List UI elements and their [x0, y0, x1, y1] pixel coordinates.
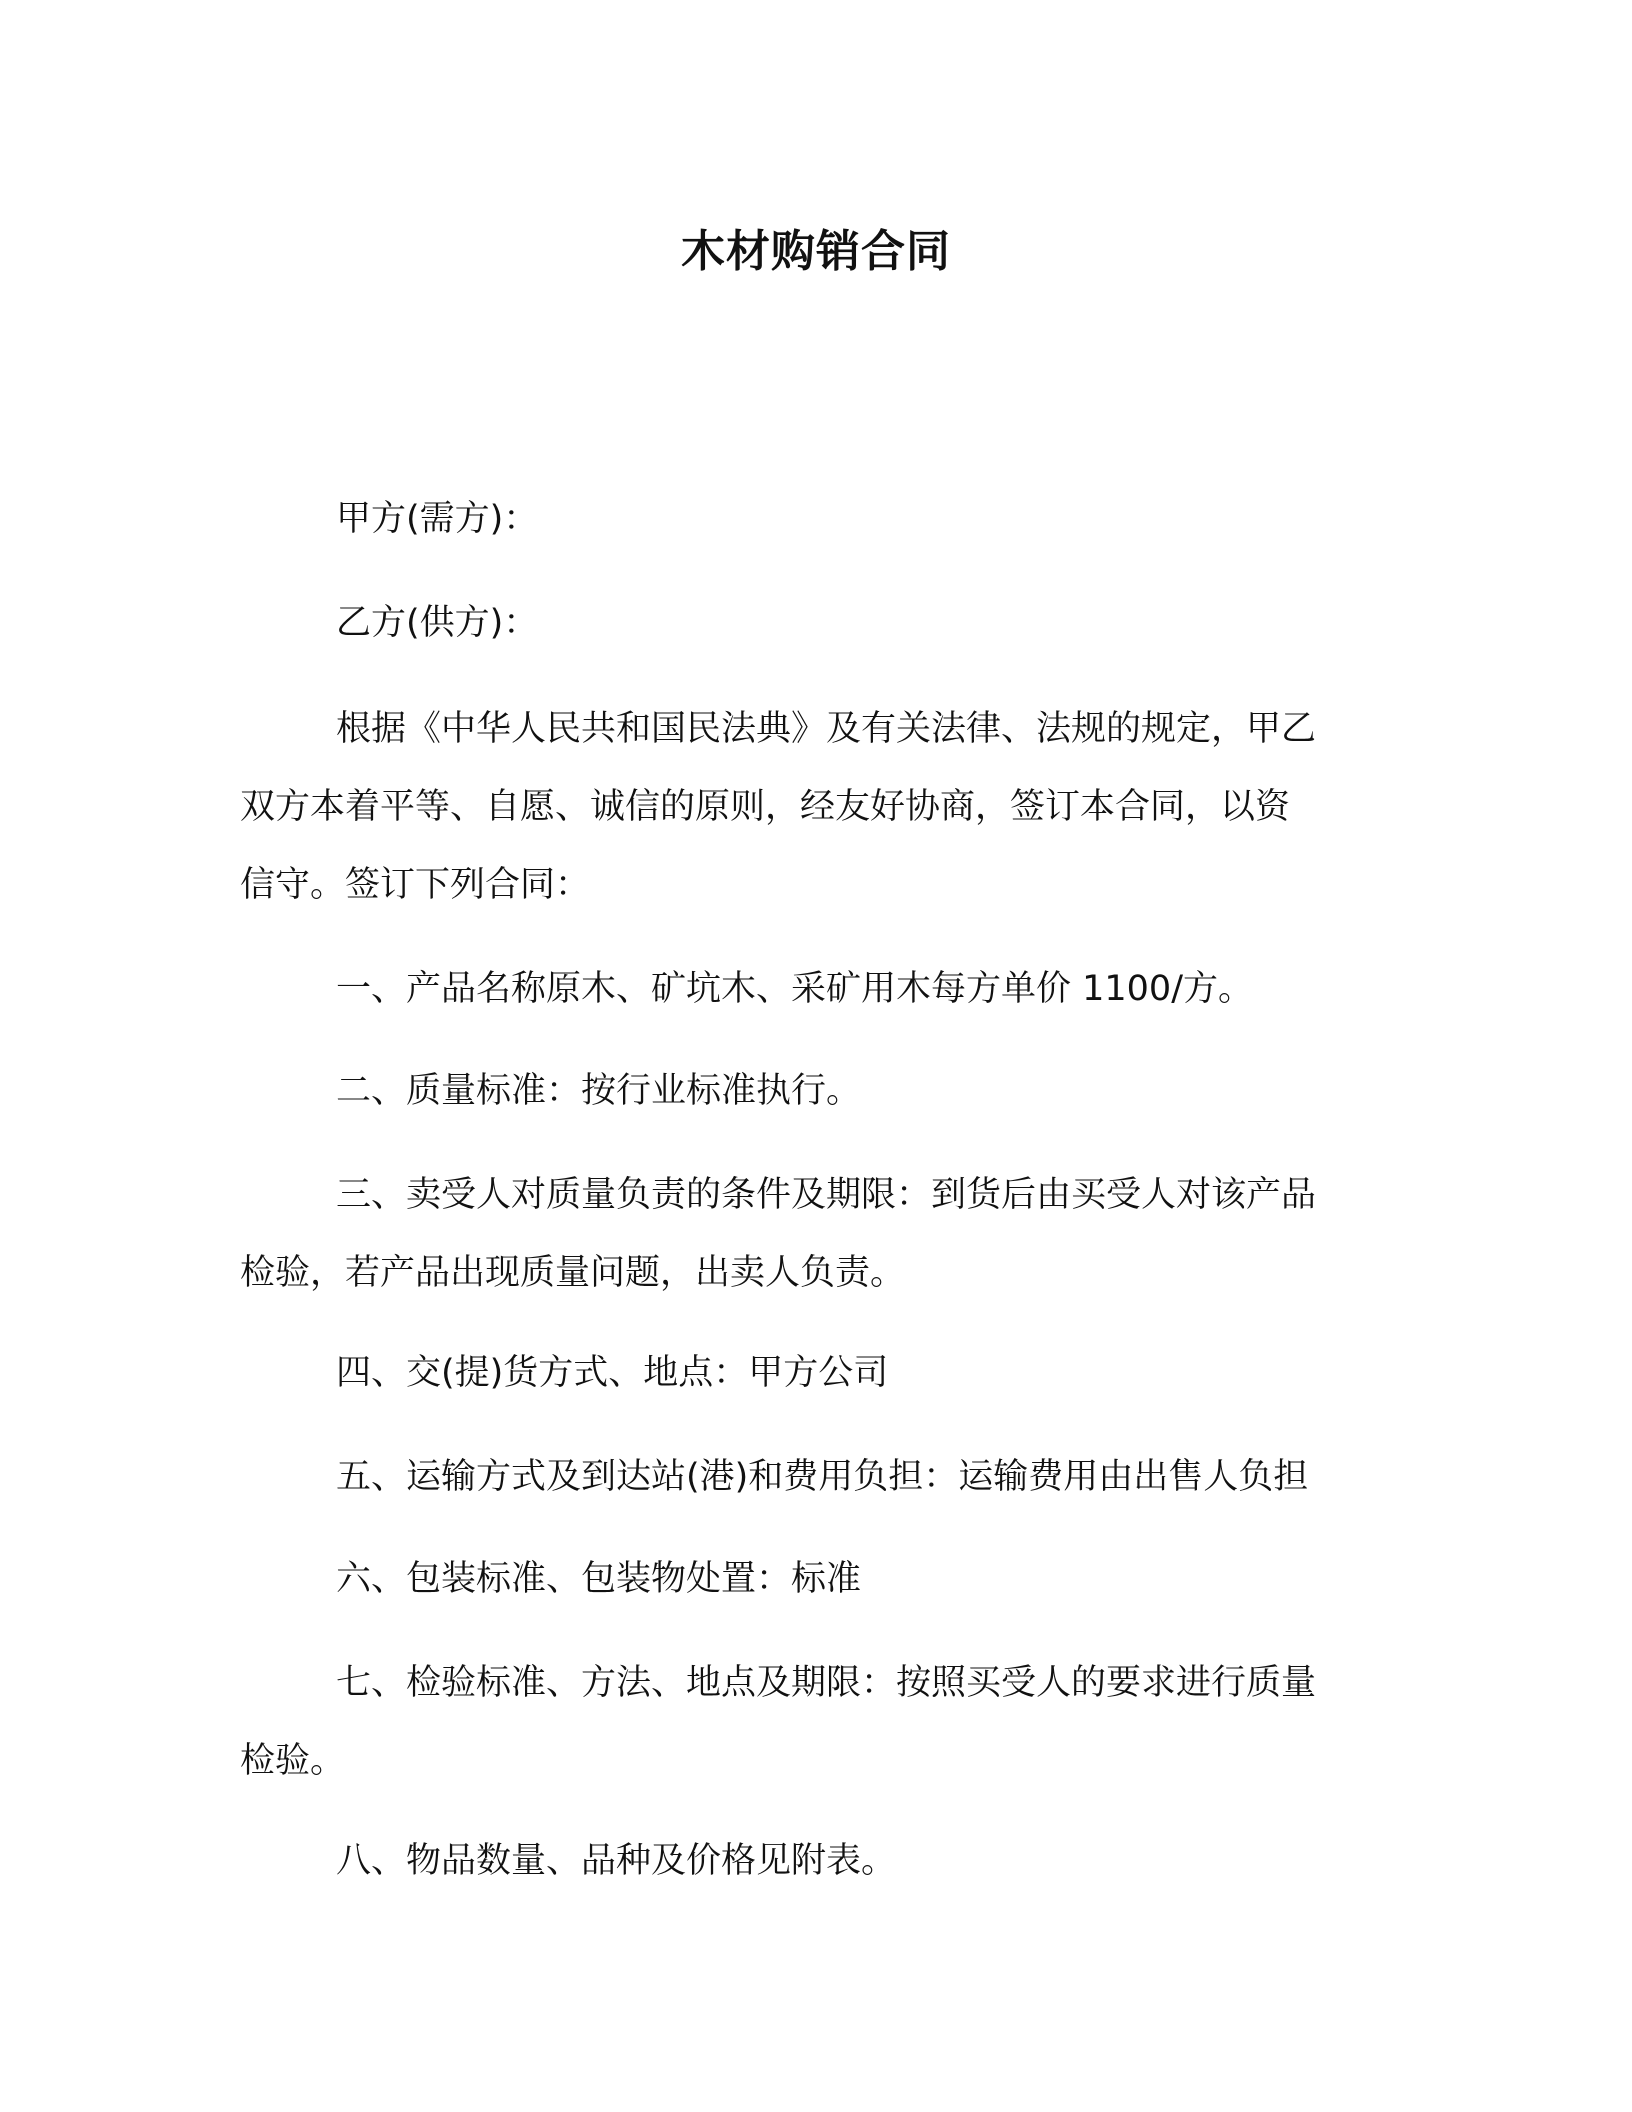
preamble-line-2: 双方本着平等、自愿、诚信的原则，经友好协商，签订本合同，以资 [240, 787, 1291, 827]
clause-5 [240, 1438, 1385, 1516]
clause-7-line-2: 检验。 [240, 1741, 346, 1781]
clause-2-line-1: 二、质量标准：按行业标准执行。 [336, 1071, 862, 1111]
party-b-line [240, 584, 1385, 662]
preamble-line-3: 信守。签订下列合同： [240, 865, 591, 905]
clause-1 [240, 950, 1385, 1028]
clause-8-line-1: 八、物品数量、品种及价格见附表。 [336, 1841, 897, 1881]
clause-3-line-1: 三、卖受人对质量负责的条件及期限：到货后由买受人对该产品 [336, 1175, 1317, 1215]
clause-6 [240, 1540, 1385, 1618]
clause-1-line-1: 一、产品名称原木、矿坑木、采矿用木每方单价 1100/方。 [336, 969, 1253, 1009]
document-title: 木材购销合同 [681, 226, 951, 277]
preamble-paragraph [240, 690, 1385, 924]
clause-8 [240, 1822, 1385, 1900]
clause-5-line-1: 五、运输方式及到达站(港)和费用负担：运输费用由出售人负担 [336, 1457, 1309, 1497]
clause-6-line-1: 六、包装标准、包装物处置：标准 [336, 1559, 862, 1599]
party-a-label: 甲方(需方)： [336, 499, 539, 539]
party-a-line [240, 480, 1385, 558]
clause-4-line-1: 四、交(提)货方式、地点：甲方公司 [336, 1353, 889, 1393]
party-b-label: 乙方(供方)： [336, 603, 539, 643]
clause-3 [240, 1156, 1385, 1312]
clause-7 [240, 1644, 1385, 1800]
clause-7-line-1: 七、检验标准、方法、地点及期限：按照买受人的要求进行质量 [336, 1663, 1317, 1703]
clause-2 [240, 1052, 1385, 1130]
clause-4 [240, 1334, 1385, 1412]
clause-3-line-2: 检验，若产品出现质量问题，出卖人负责。 [240, 1253, 906, 1293]
preamble-line-1: 根据《中华人民共和国民法典》及有关法律、法规的规定，甲乙 [336, 709, 1317, 749]
